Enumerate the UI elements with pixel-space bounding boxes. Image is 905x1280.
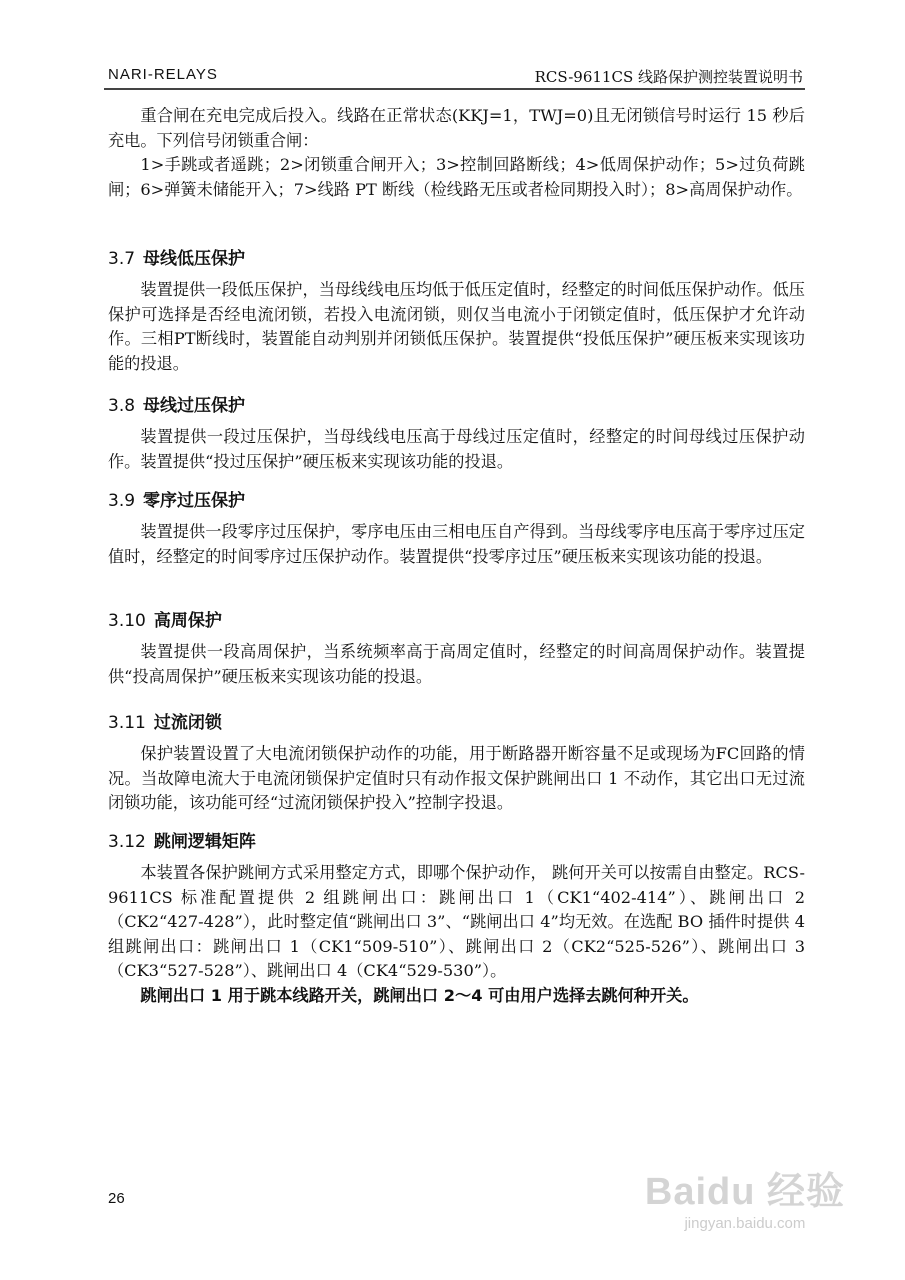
section-3-9 <box>108 486 805 569</box>
section-3-11 <box>108 708 805 816</box>
paragraph: 本装置各保护跳闸方式采用整定方式，即哪个保护动作， 跳何开关可以按需自由整定。RCS-9611CS 标准配置提供 2 组跳闸出口：跳闸出口 1（CK1“402-414”）、跳闸出口 2（CK2“427-428”），此时整定值“跳闸出口 3”、“跳闸出口 4”均无效。在选配 BO 插件时提供 4 组跳闸出口：跳闸出口 1（CK1“509-510”）、跳闸出口 2（CK2“525-526”）、跳闸出口 3（CK3“527-528”）、跳闸出口 4（CK4“529-530”）。 <box>108 863 805 980</box>
section-heading: 3.10 高周保护 <box>108 611 222 631</box>
intro-section <box>108 104 805 202</box>
paragraph: 装置提供一段过压保护，当母线线电压高于母线过压定值时，经整定的时间母线过压保护动作。装置提供“投过压保护”硬压板来实现该功能的投退。 <box>108 427 805 471</box>
header-divider <box>104 88 805 90</box>
section-3-7 <box>108 244 805 376</box>
section-heading: 3.7 母线低压保护 <box>108 249 246 269</box>
paragraph: 保护装置设置了大电流闭锁保护动作的功能，用于断路器开断容量不足或现场为FC回路的情况。当故障电流大于电流闭锁保护定值时只有动作报文保护跳闸出口 1 不动作，其它出口无过流闭锁功能，该功能可经“过流闭锁保护投入”控制字投退。 <box>108 744 805 812</box>
watermark-url: jingyan.baidu.com <box>684 1215 806 1232</box>
section-heading: 3.11 过流闭锁 <box>108 713 222 733</box>
page-number: 26 <box>108 1190 125 1207</box>
section-heading: 3.8 母线过压保护 <box>108 396 246 416</box>
paragraph: 装置提供一段高周保护，当系统频率高于高周定值时，经整定的时间高周保护动作。装置提供“投高周保护”硬压板来实现该功能的投退。 <box>108 642 805 686</box>
section-heading: 3.12 跳闸逻辑矩阵 <box>108 832 256 852</box>
section-3-8 <box>108 391 805 474</box>
section-3-12 <box>108 827 805 1008</box>
paragraph: 重合闸在充电完成后投入。线路在正常状态(KKJ=1，TWJ=0)且无闭锁信号时运行 15 秒后充电。下列信号闭锁重合闸： <box>108 106 805 150</box>
section-3-10 <box>108 606 805 689</box>
paragraph: 装置提供一段低压保护，当母线线电压均低于低压定值时，经整定的时间低压保护动作。低压保护可选择是否经电流闭锁，若投入电流闭锁，则仅当电流小于闭锁定值时，低压保护才允许动作。三相PT断线时，装置能自动判别并闭锁低压保护。装置提供“投低压保护”硬压板来实现该功能的投退。 <box>108 280 805 373</box>
paragraph: 1>手跳或者遥跳；2>闭锁重合闸开入；3>控制回路断线；4>低周保护动作；5>过负荷跳闸；6>弹簧未储能开入；7>线路 PT 断线（检线路无压或者检同期投入时）；8>高周保护动作。 <box>108 155 805 199</box>
bold-paragraph: 跳闸出口 1 用于跳本线路开关，跳闸出口 2～4 可由用户选择去跳何种开关。 <box>140 985 699 1005</box>
paragraph: 装置提供一段零序过压保护，零序电压由三相电压自产得到。当母线零序电压高于零序过压定值时，经整定的时间零序过压保护动作。装置提供“投零序过压”硬压板来实现该功能的投退。 <box>108 522 805 566</box>
header-doc-title: RCS-9611CS 线路保护测控装置说明书 <box>534 68 803 86</box>
section-heading: 3.9 零序过压保护 <box>108 491 246 511</box>
watermark-logo: Baidu 经验 <box>644 1171 845 1213</box>
watermark <box>645 1160 845 1232</box>
header-brand: NARI-RELAYS <box>108 66 218 83</box>
